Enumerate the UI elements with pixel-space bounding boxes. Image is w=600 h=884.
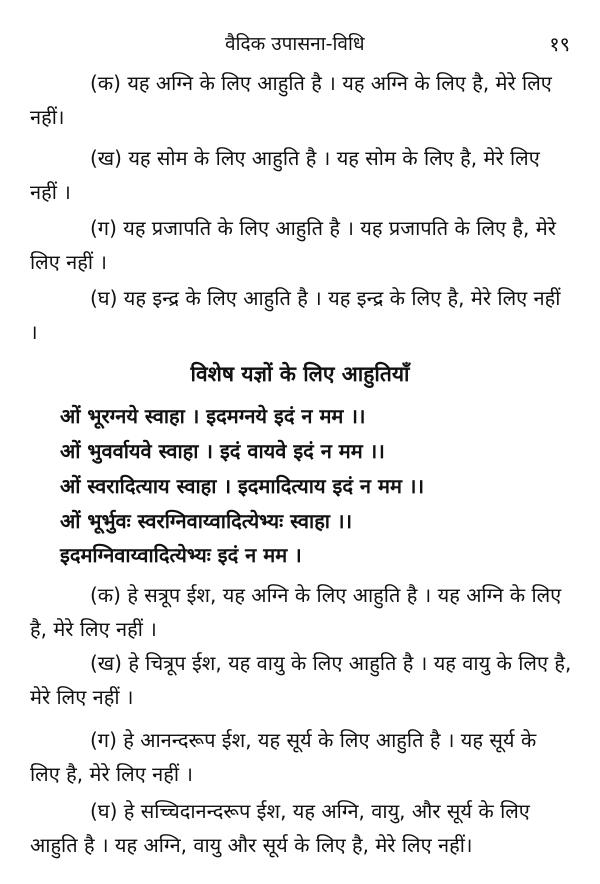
mantra-line: ओं स्वरादित्याय स्वाहा । इदमादित्याय इदं न मम ।। <box>60 474 425 498</box>
paragraph-kha: (ख) यह सोम के लिए आहुति है । यह सोम के लिए है, मेरे लिए नहीं । <box>30 146 540 204</box>
page-header <box>0 30 600 60</box>
meaning-paragraph-ka: (क) हे सत्रूप ईश, यह अग्नि के लिए आहुति है । यह अग्नि के लिए है, मेरे लिए नहीं । <box>30 583 562 641</box>
paragraph-ga: (ग) यह प्रजापति के लिए आहुति है । यह प्रजापति के लिए है, मेरे लिए नहीं । <box>30 216 556 274</box>
page-number: १९ <box>549 32 570 56</box>
mantra-line: इदमग्निवाय्वादित्येभ्यः इदं न मम । <box>60 543 302 567</box>
paragraph-ka: (क) यह अग्नि के लिए आहुति है । यह अग्नि के लिए है, मेरे लिए नहीं। <box>30 71 552 129</box>
meaning-paragraph-ga: (ग) हे आनन्दरूप ईश, यह सूर्य के लिए आहुति है । यह सूर्य के लिए है, मेरे लिए नहीं । <box>30 728 537 786</box>
mantra-line: ओं भूरग्नये स्वाहा । इदमग्नये इदं न मम ।। <box>60 404 366 428</box>
section-heading: विशेष यज्ञों के लिए आहुतियाँ <box>190 362 410 386</box>
meaning-paragraph-kha: (ख) हे चित्रूप ईश, यह वायु के लिए आहुति है । यह वायु के लिए है, मेरे लिए नहीं । <box>30 651 572 709</box>
running-title: वैदिक उपासना-विधि <box>225 33 365 55</box>
mantra-line: ओं भुवर्वायवे स्वाहा । इदं वायवे इदं न मम ।। <box>60 439 385 463</box>
meaning-paragraph-gha: (घ) हे सच्चिदानन्दरूप ईश, यह अग्नि, वायु, और सूर्य के लिए आहुति है । यह अग्नि, वायु और सूर्य के लिए है, मेरे लिए नहीं। <box>30 799 530 857</box>
paragraph-gha: (घ) यह इन्द्र के लिए आहुति है । यह इन्द्र के लिए है, मेरे लिए नहीं । <box>30 286 561 344</box>
mantra-line: ओं भूर्भुवः स्वरग्निवाय्वादित्येभ्यः स्वाहा ।। <box>60 509 353 533</box>
